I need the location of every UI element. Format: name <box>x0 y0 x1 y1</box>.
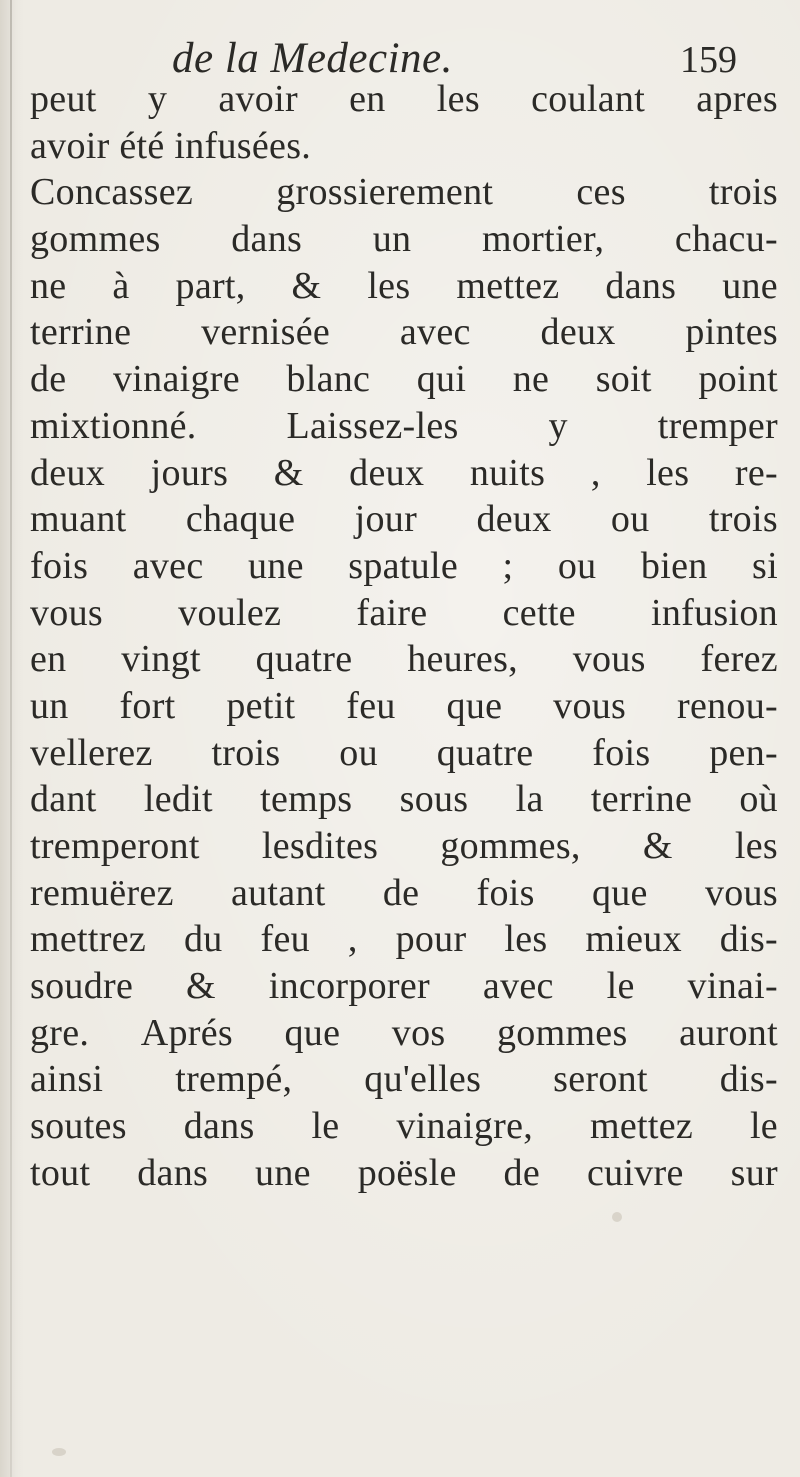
text-word: jours <box>150 451 229 494</box>
text-line <box>30 870 778 917</box>
text-word: chaque <box>185 498 296 541</box>
text-word: part, <box>175 264 246 307</box>
text-word: & <box>642 825 673 867</box>
text-word: point <box>698 358 778 401</box>
text-word: les <box>436 78 480 120</box>
running-head-title: de la Medecine. <box>172 35 453 82</box>
text-line <box>30 1056 778 1103</box>
text-line: avoir été infusées. <box>30 124 312 167</box>
text-line <box>30 1150 778 1197</box>
text-word: seront <box>553 1058 648 1101</box>
text-word: re- <box>734 451 778 494</box>
text-word: vous <box>704 871 778 914</box>
text-word: cuivre <box>586 1151 684 1194</box>
text-word: ne <box>512 358 550 401</box>
text-line <box>30 356 778 403</box>
text-word: , <box>347 918 358 961</box>
text-word: sur <box>730 1151 778 1194</box>
text-word: feu <box>260 918 310 961</box>
paper-spot <box>612 1212 622 1222</box>
text-line <box>30 683 778 730</box>
text-word: dans <box>183 1105 255 1148</box>
text-word: mixtionné. <box>30 404 197 447</box>
text-line <box>30 730 778 777</box>
text-line <box>30 1103 778 1150</box>
text-word: le <box>311 1105 340 1148</box>
text-word: temps <box>260 778 353 821</box>
text-word: voulez <box>178 591 282 634</box>
text-word: ou <box>339 731 378 774</box>
text-word: un <box>372 218 412 261</box>
text-line <box>30 169 778 216</box>
text-line <box>30 496 778 543</box>
text-word: terrine <box>30 311 132 354</box>
text-word: terrine <box>590 778 693 821</box>
text-word: mortier, <box>482 218 605 261</box>
text-word: infusion <box>650 591 778 634</box>
text-word: avec <box>399 311 471 354</box>
text-word: les <box>504 918 548 961</box>
text-word: y <box>548 404 568 447</box>
text-word: une <box>247 544 304 587</box>
paper-spot <box>52 1448 66 1456</box>
text-word: soit <box>595 358 652 401</box>
text-word: dans <box>231 218 303 261</box>
text-word: nuits <box>469 451 546 494</box>
text-word: les <box>646 451 690 494</box>
text-word: muant <box>30 498 127 541</box>
text-word: cette <box>502 591 576 634</box>
text-word: vos <box>391 1011 446 1054</box>
text-word: & <box>273 451 304 494</box>
text-word: en <box>349 78 386 120</box>
binding-edge <box>10 0 12 1477</box>
text-word: ne <box>30 264 67 307</box>
text-word: soutes <box>30 1105 127 1148</box>
text-word: si <box>752 544 778 587</box>
text-word: de <box>30 358 67 401</box>
text-word: quatre <box>255 638 353 681</box>
text-word: dis- <box>719 1058 778 1101</box>
text-word: du <box>183 918 223 961</box>
text-word: une <box>722 264 778 307</box>
text-word: vinaigre, <box>396 1105 534 1148</box>
text-word: ferez <box>700 638 778 681</box>
text-word: incorporer <box>268 965 431 1008</box>
text-word: avec <box>132 544 204 587</box>
text-word: heures, <box>407 638 518 681</box>
text-word: trois <box>211 731 281 774</box>
text-word: tout <box>30 1151 91 1194</box>
text-word: qui <box>416 358 467 401</box>
text-word: spatule <box>348 544 458 587</box>
text-line <box>30 590 778 637</box>
text-word: de <box>503 1151 541 1194</box>
text-word: que <box>591 871 648 914</box>
text-word: dis- <box>719 918 778 961</box>
text-word: dans <box>605 264 677 307</box>
text-word: vingt <box>121 638 201 681</box>
text-word: les <box>367 264 411 307</box>
text-word: deux <box>476 498 552 541</box>
text-word: poësle <box>357 1151 457 1194</box>
text-word: coulant <box>531 78 646 120</box>
text-word: pour <box>395 918 467 961</box>
text-word: petit <box>226 684 296 727</box>
text-word: , <box>590 451 601 494</box>
text-word: faire <box>356 591 428 634</box>
text-line <box>30 963 778 1010</box>
text-word: y <box>147 78 168 120</box>
text-word: ou <box>610 498 650 541</box>
text-line <box>30 543 778 590</box>
text-word: pen- <box>709 731 778 774</box>
text-word: gre. <box>30 1011 90 1054</box>
text-word: avoir <box>218 78 298 120</box>
text-word: vous <box>572 638 646 681</box>
text-word: & <box>291 264 322 307</box>
text-word: ou <box>557 544 597 587</box>
text-word: ces <box>576 171 626 214</box>
text-word: autant <box>230 871 326 914</box>
text-word: blanc <box>286 358 371 401</box>
text-word: mettrez <box>30 918 147 961</box>
text-word: peut <box>30 78 97 120</box>
text-word: lesdites <box>261 825 379 867</box>
text-line <box>30 916 778 963</box>
text-word: fois <box>476 871 535 914</box>
text-line <box>30 450 778 497</box>
text-word: apres <box>696 78 778 120</box>
text-word: gommes <box>496 1011 628 1054</box>
text-word: jour <box>354 498 418 541</box>
text-word: Laissez-les <box>286 404 459 447</box>
text-word: que <box>284 1011 341 1054</box>
text-word: ; <box>502 544 514 587</box>
text-word: gommes <box>30 218 161 261</box>
text-word: vellerez <box>30 731 153 774</box>
text-word: fort <box>119 684 176 727</box>
text-word: de <box>382 871 420 914</box>
binding-gutter <box>0 0 24 1477</box>
text-word: dans <box>137 1151 209 1194</box>
text-word: vernisée <box>201 311 331 354</box>
text-word: qu'elles <box>364 1058 482 1101</box>
text-word: Aprés <box>140 1011 233 1054</box>
text-word: quatre <box>436 731 534 774</box>
text-word: vinaigre <box>112 358 240 401</box>
text-word: auront <box>679 1011 778 1054</box>
text-line <box>30 636 778 683</box>
text-word: avec <box>482 965 554 1008</box>
text-word: trempé, <box>175 1058 293 1101</box>
text-word: sous <box>399 778 469 821</box>
text-word: le <box>606 965 635 1008</box>
text-line <box>30 776 778 823</box>
text-line <box>30 216 778 263</box>
text-word: dant <box>30 778 97 821</box>
text-line <box>30 403 778 450</box>
text-word: Concassez <box>30 171 194 214</box>
text-word: les <box>734 825 778 867</box>
text-word: fois <box>592 731 651 774</box>
text-word: vous <box>553 684 627 727</box>
text-word: pintes <box>685 311 778 354</box>
text-word: en <box>30 638 67 681</box>
text-word: trois <box>708 498 778 541</box>
text-word: la <box>515 778 544 821</box>
text-word: à <box>112 264 130 307</box>
text-line <box>30 1010 778 1057</box>
text-line <box>30 309 778 356</box>
text-word: vous <box>30 591 103 634</box>
text-word: où <box>739 778 778 821</box>
text-word: mettez <box>456 264 560 307</box>
text-word: renou- <box>677 684 778 727</box>
text-word: une <box>255 1151 311 1194</box>
body-text <box>30 76 778 1197</box>
text-word: que <box>446 684 503 727</box>
text-word: tremperont <box>30 825 200 867</box>
text-line <box>30 823 778 870</box>
page-number: 159 <box>680 39 737 81</box>
text-word: chacu- <box>674 218 778 261</box>
text-word: vinai- <box>687 965 778 1008</box>
text-word: un <box>30 684 69 727</box>
text-word: ledit <box>143 778 213 821</box>
text-word: mieux <box>585 918 682 961</box>
text-word: soudre <box>30 965 134 1008</box>
text-word: remuërez <box>30 871 174 914</box>
text-word: grossierement <box>276 171 494 214</box>
text-word: mettez <box>589 1105 694 1148</box>
text-word: feu <box>346 684 396 727</box>
text-word: fois <box>30 544 89 587</box>
text-word: trois <box>708 171 778 214</box>
text-word: & <box>186 965 216 1008</box>
text-word: deux <box>349 451 425 494</box>
text-word: tremper <box>657 404 778 447</box>
text-word: le <box>749 1105 778 1148</box>
text-word: ainsi <box>30 1058 104 1101</box>
text-word: bien <box>640 544 708 587</box>
text-line <box>30 76 778 123</box>
text-word: gommes, <box>440 825 581 867</box>
text-line <box>30 263 778 310</box>
text-word: deux <box>540 311 616 354</box>
text-word: deux <box>30 451 106 494</box>
